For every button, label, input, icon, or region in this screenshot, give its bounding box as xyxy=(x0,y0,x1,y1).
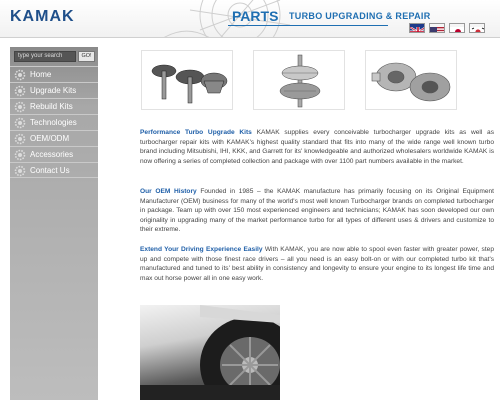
sidebar xyxy=(10,47,98,400)
paragraph-heading[interactable]: Extend Your Driving Experience Easily xyxy=(140,246,263,253)
jp-flag-icon[interactable] xyxy=(449,23,465,33)
sidebar-item-home[interactable] xyxy=(10,66,98,82)
section-subtitle: TURBO UPGRADING & REPAIR xyxy=(289,11,431,21)
paragraph-driving-experience xyxy=(140,245,494,283)
gear-icon xyxy=(14,165,26,177)
sidebar-item-label: OEM/ODM xyxy=(30,134,70,143)
paragraph-body: Founded in 1985 – the KAMAK manufacture has primarily focusing on its Original Equipment Manufacturer (OEM) business for many of the world's most well known Turbocharger brands on completed turbocharger in package. Team up with over 150 most experienced engineers and technicians; KAMAK has soon developed our own originality in upgrading many of the market performance turbo for all types of different uses & drivers and customize to their extreme. xyxy=(140,188,495,234)
paragraph-oem-history xyxy=(140,187,494,235)
gear-icon xyxy=(14,117,26,129)
sidebar-item-label: Contact Us xyxy=(30,166,70,175)
product-image-turbo-housings[interactable] xyxy=(365,50,457,110)
sidebar-item-rebuild-kits[interactable] xyxy=(10,98,98,114)
sidebar-item-label: Technologies xyxy=(30,118,77,127)
section-title: PARTS xyxy=(232,8,279,24)
sidebar-item-contact-us[interactable] xyxy=(10,162,98,178)
gear-icon xyxy=(14,85,26,97)
sidebar-item-label: Upgrade Kits xyxy=(30,86,77,95)
sidebar-item-upgrade-kits[interactable] xyxy=(10,82,98,98)
gear-icon xyxy=(14,149,26,161)
car-tire-photo xyxy=(140,305,280,400)
us-flag-icon[interactable] xyxy=(429,23,445,33)
gear-icon xyxy=(14,133,26,145)
header xyxy=(0,0,500,38)
sidebar-item-oem-odm[interactable] xyxy=(10,130,98,146)
search-input[interactable]: type your search xyxy=(14,51,76,62)
search-button[interactable]: GO! xyxy=(78,51,95,62)
sidebar-item-technologies[interactable] xyxy=(10,114,98,130)
product-image-compressor-wheels[interactable] xyxy=(253,50,345,110)
paragraph-heading[interactable]: Performance Turbo Upgrade Kits xyxy=(140,129,252,136)
sidebar-item-label: Home xyxy=(30,70,52,79)
paragraph-body: With KAMAK, you are now able to spool even faster with greater power, step up and compete with those finest race drivers – all you need is an easy bolt-on or with our completed turbo kit that's manufactured and tuned to its' best ability in consistency and longevity to ensure your engine to its longest life time and max out horse power all in one easy work. xyxy=(140,246,494,282)
gb-flag-icon[interactable] xyxy=(409,23,425,33)
sidebar-item-label: Rebuild Kits xyxy=(30,102,73,111)
paragraph-body: KAMAK supplies every conceivable turbocharger upgrade kits as well as turbocharger repair kits with KAMAK's highest quality standard that fits into many of the wide range well known turbo brand including Mitsubishi, IHI, KKK, and Garrett for its' knowledgeable and authorized wholesalers worldwide KAMAK is now offering a series of completed collection and package with over 1100 part numbers available in the market. xyxy=(140,129,494,165)
logo[interactable]: KAMAK xyxy=(10,8,75,25)
kr-flag-icon[interactable] xyxy=(469,23,485,33)
gear-icon xyxy=(14,69,26,81)
header-divider xyxy=(228,25,388,26)
sidebar-item-label: Accessories xyxy=(30,150,74,159)
gear-icon xyxy=(14,101,26,113)
paragraph-heading[interactable]: Our OEM History xyxy=(140,188,197,195)
product-image-turbine-wheels[interactable] xyxy=(141,50,233,110)
sidebar-item-accessories[interactable] xyxy=(10,146,98,162)
paragraph-upgrade-kits xyxy=(140,128,494,166)
